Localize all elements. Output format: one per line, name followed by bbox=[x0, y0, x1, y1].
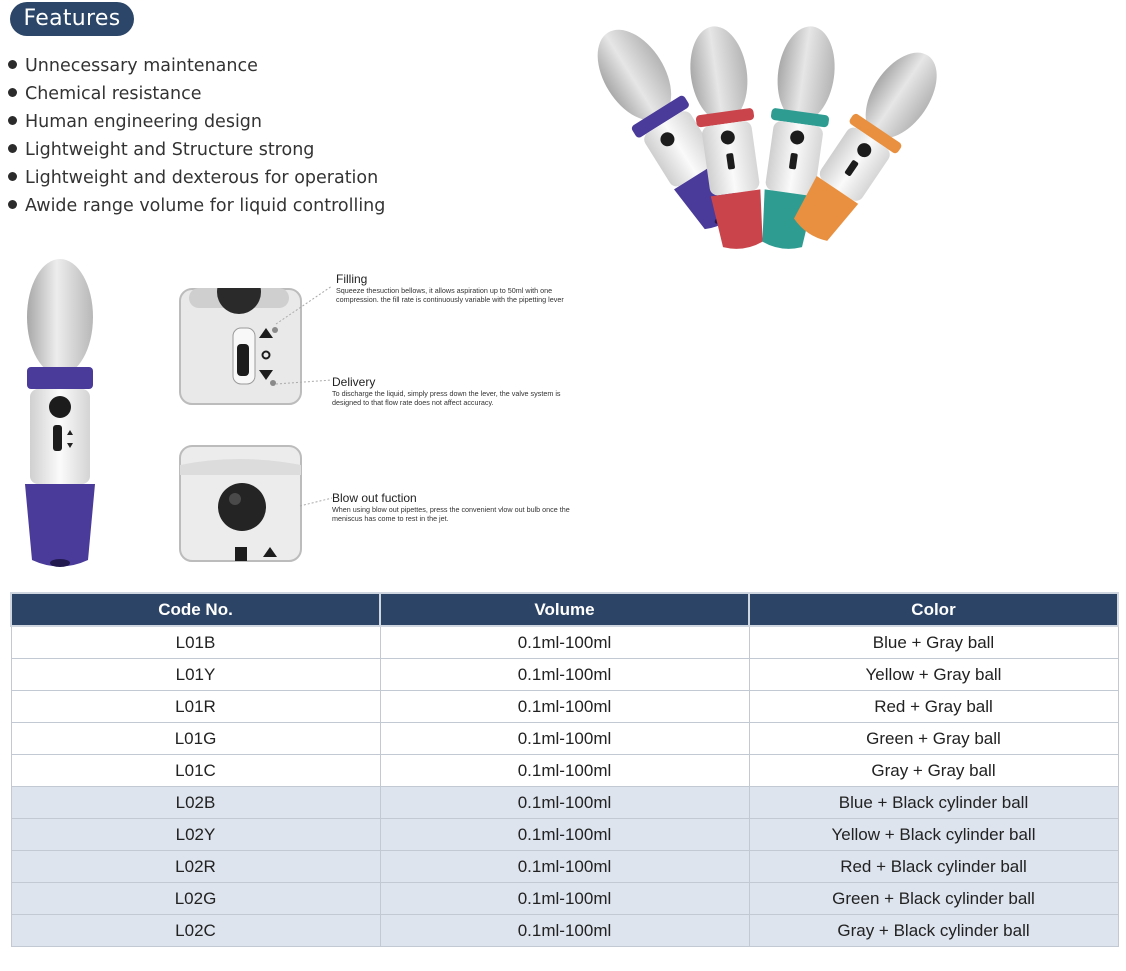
volume-cell: 0.1ml-100ml bbox=[380, 659, 749, 691]
table-row bbox=[11, 755, 1118, 787]
table-row bbox=[11, 851, 1118, 883]
code-cell: L01G bbox=[11, 723, 380, 755]
color-cell: Gray + Black cylinder ball bbox=[749, 915, 1118, 947]
feature-text: Lightweight and Structure strong bbox=[25, 140, 315, 160]
table-row bbox=[11, 723, 1118, 755]
delivery-title: Delivery bbox=[332, 375, 376, 389]
volume-cell: 0.1ml-100ml bbox=[380, 723, 749, 755]
bullet-icon bbox=[8, 60, 17, 69]
feature-item bbox=[8, 192, 385, 220]
volume-cell: 0.1ml-100ml bbox=[380, 851, 749, 883]
filling-title: Filling bbox=[336, 272, 368, 286]
column-header-volume: Volume bbox=[380, 593, 749, 626]
filling-description: Squeeze thesuction bellows, it allows aspiration up to 50ml with one compression. the fill rate is continuously variable with the pipetting lever bbox=[336, 286, 564, 304]
pipette-group-image bbox=[530, 22, 980, 282]
feature-item bbox=[8, 108, 385, 136]
column-header-color: Color bbox=[749, 593, 1118, 626]
filling-callout bbox=[336, 272, 586, 304]
color-cell: Red + Gray ball bbox=[749, 691, 1118, 723]
color-cell: Blue + Black cylinder ball bbox=[749, 787, 1118, 819]
volume-cell: 0.1ml-100ml bbox=[380, 626, 749, 659]
color-cell: Yellow + Black cylinder ball bbox=[749, 819, 1118, 851]
table-row bbox=[11, 626, 1118, 659]
blowout-callout bbox=[332, 491, 582, 523]
delivery-callout bbox=[332, 375, 582, 407]
volume-cell: 0.1ml-100ml bbox=[380, 883, 749, 915]
color-cell: Green + Gray ball bbox=[749, 723, 1118, 755]
features-badge: Features bbox=[10, 2, 134, 36]
code-cell: L02B bbox=[11, 787, 380, 819]
bullet-icon bbox=[8, 172, 17, 181]
color-cell: Blue + Gray ball bbox=[749, 626, 1118, 659]
color-cell: Yellow + Gray ball bbox=[749, 659, 1118, 691]
feature-item bbox=[8, 52, 385, 80]
code-cell: L01R bbox=[11, 691, 380, 723]
code-cell: L02Y bbox=[11, 819, 380, 851]
code-cell: L01B bbox=[11, 626, 380, 659]
feature-list bbox=[8, 52, 385, 220]
bullet-icon bbox=[8, 88, 17, 97]
bullet-icon bbox=[8, 200, 17, 209]
code-cell: L01Y bbox=[11, 659, 380, 691]
delivery-description: To discharge the liquid, simply press down the lever, the valve system is designed to that flow rate does not affect accuracy. bbox=[332, 389, 561, 407]
code-cell: L02R bbox=[11, 851, 380, 883]
table-header-row bbox=[11, 593, 1118, 626]
table-row bbox=[11, 691, 1118, 723]
color-cell: Red + Black cylinder ball bbox=[749, 851, 1118, 883]
volume-cell: 0.1ml-100ml bbox=[380, 691, 749, 723]
pipette-blue-image bbox=[20, 255, 100, 575]
table-row bbox=[11, 659, 1118, 691]
bullet-icon bbox=[8, 116, 17, 125]
volume-cell: 0.1ml-100ml bbox=[380, 819, 749, 851]
blowout-title: Blow out fuction bbox=[332, 491, 417, 505]
color-cell: Green + Black cylinder ball bbox=[749, 883, 1118, 915]
code-cell: L02G bbox=[11, 883, 380, 915]
table-row bbox=[11, 819, 1118, 851]
spec-table bbox=[10, 592, 1119, 947]
volume-cell: 0.1ml-100ml bbox=[380, 787, 749, 819]
feature-text: Human engineering design bbox=[25, 112, 263, 132]
table-row bbox=[11, 787, 1118, 819]
table-row bbox=[11, 883, 1118, 915]
feature-item bbox=[8, 164, 385, 192]
color-cell: Gray + Gray ball bbox=[749, 755, 1118, 787]
volume-cell: 0.1ml-100ml bbox=[380, 755, 749, 787]
feature-text: Unnecessary maintenance bbox=[25, 56, 258, 76]
feature-item bbox=[8, 80, 385, 108]
code-cell: L02C bbox=[11, 915, 380, 947]
feature-text: Awide range volume for liquid controlling bbox=[25, 196, 386, 216]
code-cell: L01C bbox=[11, 755, 380, 787]
column-header-code: Code No. bbox=[11, 593, 380, 626]
feature-text: Lightweight and dexterous for operation bbox=[25, 168, 379, 188]
table-row bbox=[11, 915, 1118, 947]
feature-text: Chemical resistance bbox=[25, 84, 202, 104]
bullet-icon bbox=[8, 144, 17, 153]
feature-item bbox=[8, 136, 385, 164]
blowout-description: When using blow out pipettes, press the convenient vlow out bulb once the meniscus has come to rest in the jet. bbox=[332, 505, 570, 523]
volume-cell: 0.1ml-100ml bbox=[380, 915, 749, 947]
